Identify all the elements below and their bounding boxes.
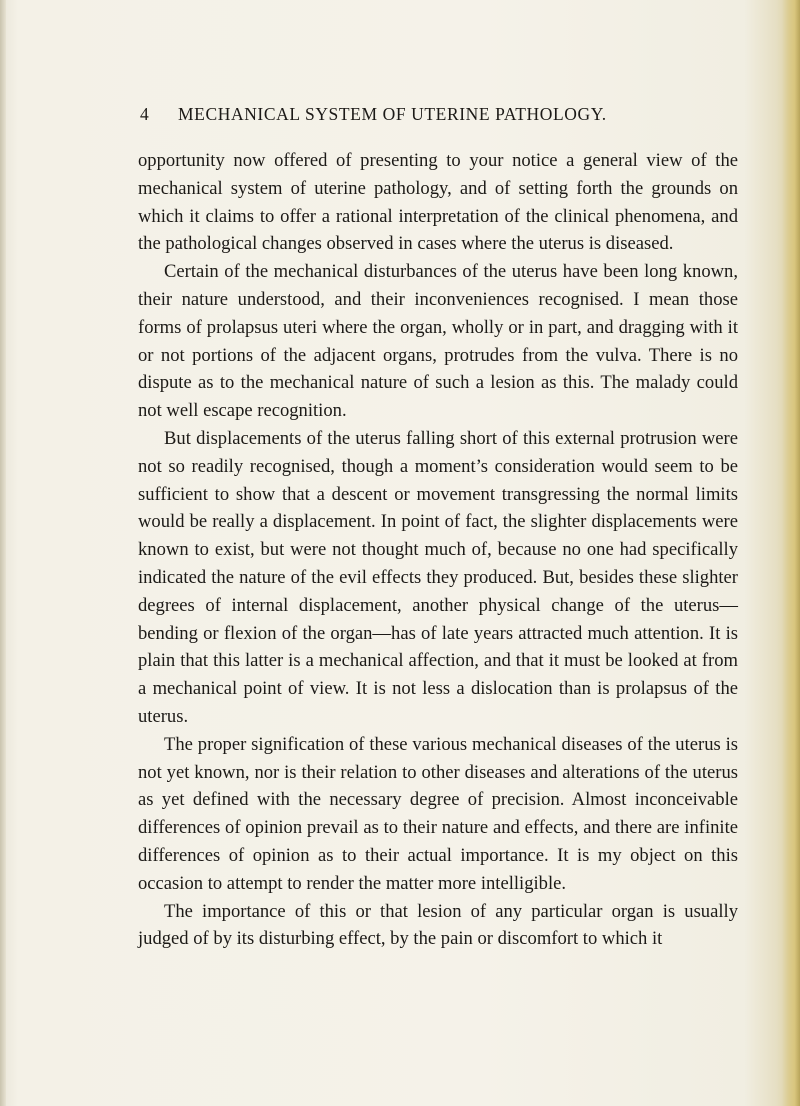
paragraph-5: The importance of this or that lesion of any particular organ is usually judged of by its disturbing effect, by the pain or discomfort to which it	[138, 900, 738, 950]
paragraph-3: But displacements of the uterus falling short of this external protrusion were not so readily recognised, though a moment’s consideration would seem to be sufficient to show that a descent or movement transgressing the normal limits would be really a displacement. In point of fact, the slighter displacements were known to exist, but were not thought much of, because no one had specifically indicated the nature of the evil effects they produced. But, besides these slighter degrees of internal displacement, another physical change of the uterus—bending or flexion of the organ—has of late years attracted much attention. It is plain that this latter is a mechanical affection, and that it must be looked at from a mechanical point of view. It is not less a dislocation than is prolapsus of the uterus.	[138, 427, 738, 727]
page-number: 4	[140, 104, 150, 124]
body-text	[138, 147, 738, 953]
running-title: MECHANICAL SYSTEM OF UTERINE PATHOLOGY.	[178, 104, 607, 124]
page-left-edge	[0, 0, 6, 1106]
page-right-edge-stain	[782, 0, 800, 1106]
paragraph-4: The proper signification of these various mechanical diseases of the uterus is not yet known, nor is their relation to other diseases and alterations of the uterus as yet defined with the necessary degree of precision. Almost inconceivable differences of opinion prevail as to their nature and effects, and there are infinite differences of opinion as to their actual importance. It is my object on this occasion to attempt to render the matter more intelligible.	[138, 733, 738, 894]
paragraph-1: opportunity now offered of presenting to your notice a general view of the mechanical system of uterine pathology, and of setting forth the grounds on which it claims to offer a rational interpretation of the clinical phenomena, and the pathological changes observed in cases where the uterus is diseased.	[138, 150, 738, 255]
paragraph-2: Certain of the mechanical disturbances of the uterus have been long known, their nature understood, and their inconveniences recognised. I mean those forms of prolapsus uteri where the organ, wholly or in part, and dragging with it or not portions of the adjacent organs, protrudes from the vulva. There is no dispute as to the mechanical nature of such a lesion as this. The malady could not well escape recognition.	[138, 261, 738, 422]
